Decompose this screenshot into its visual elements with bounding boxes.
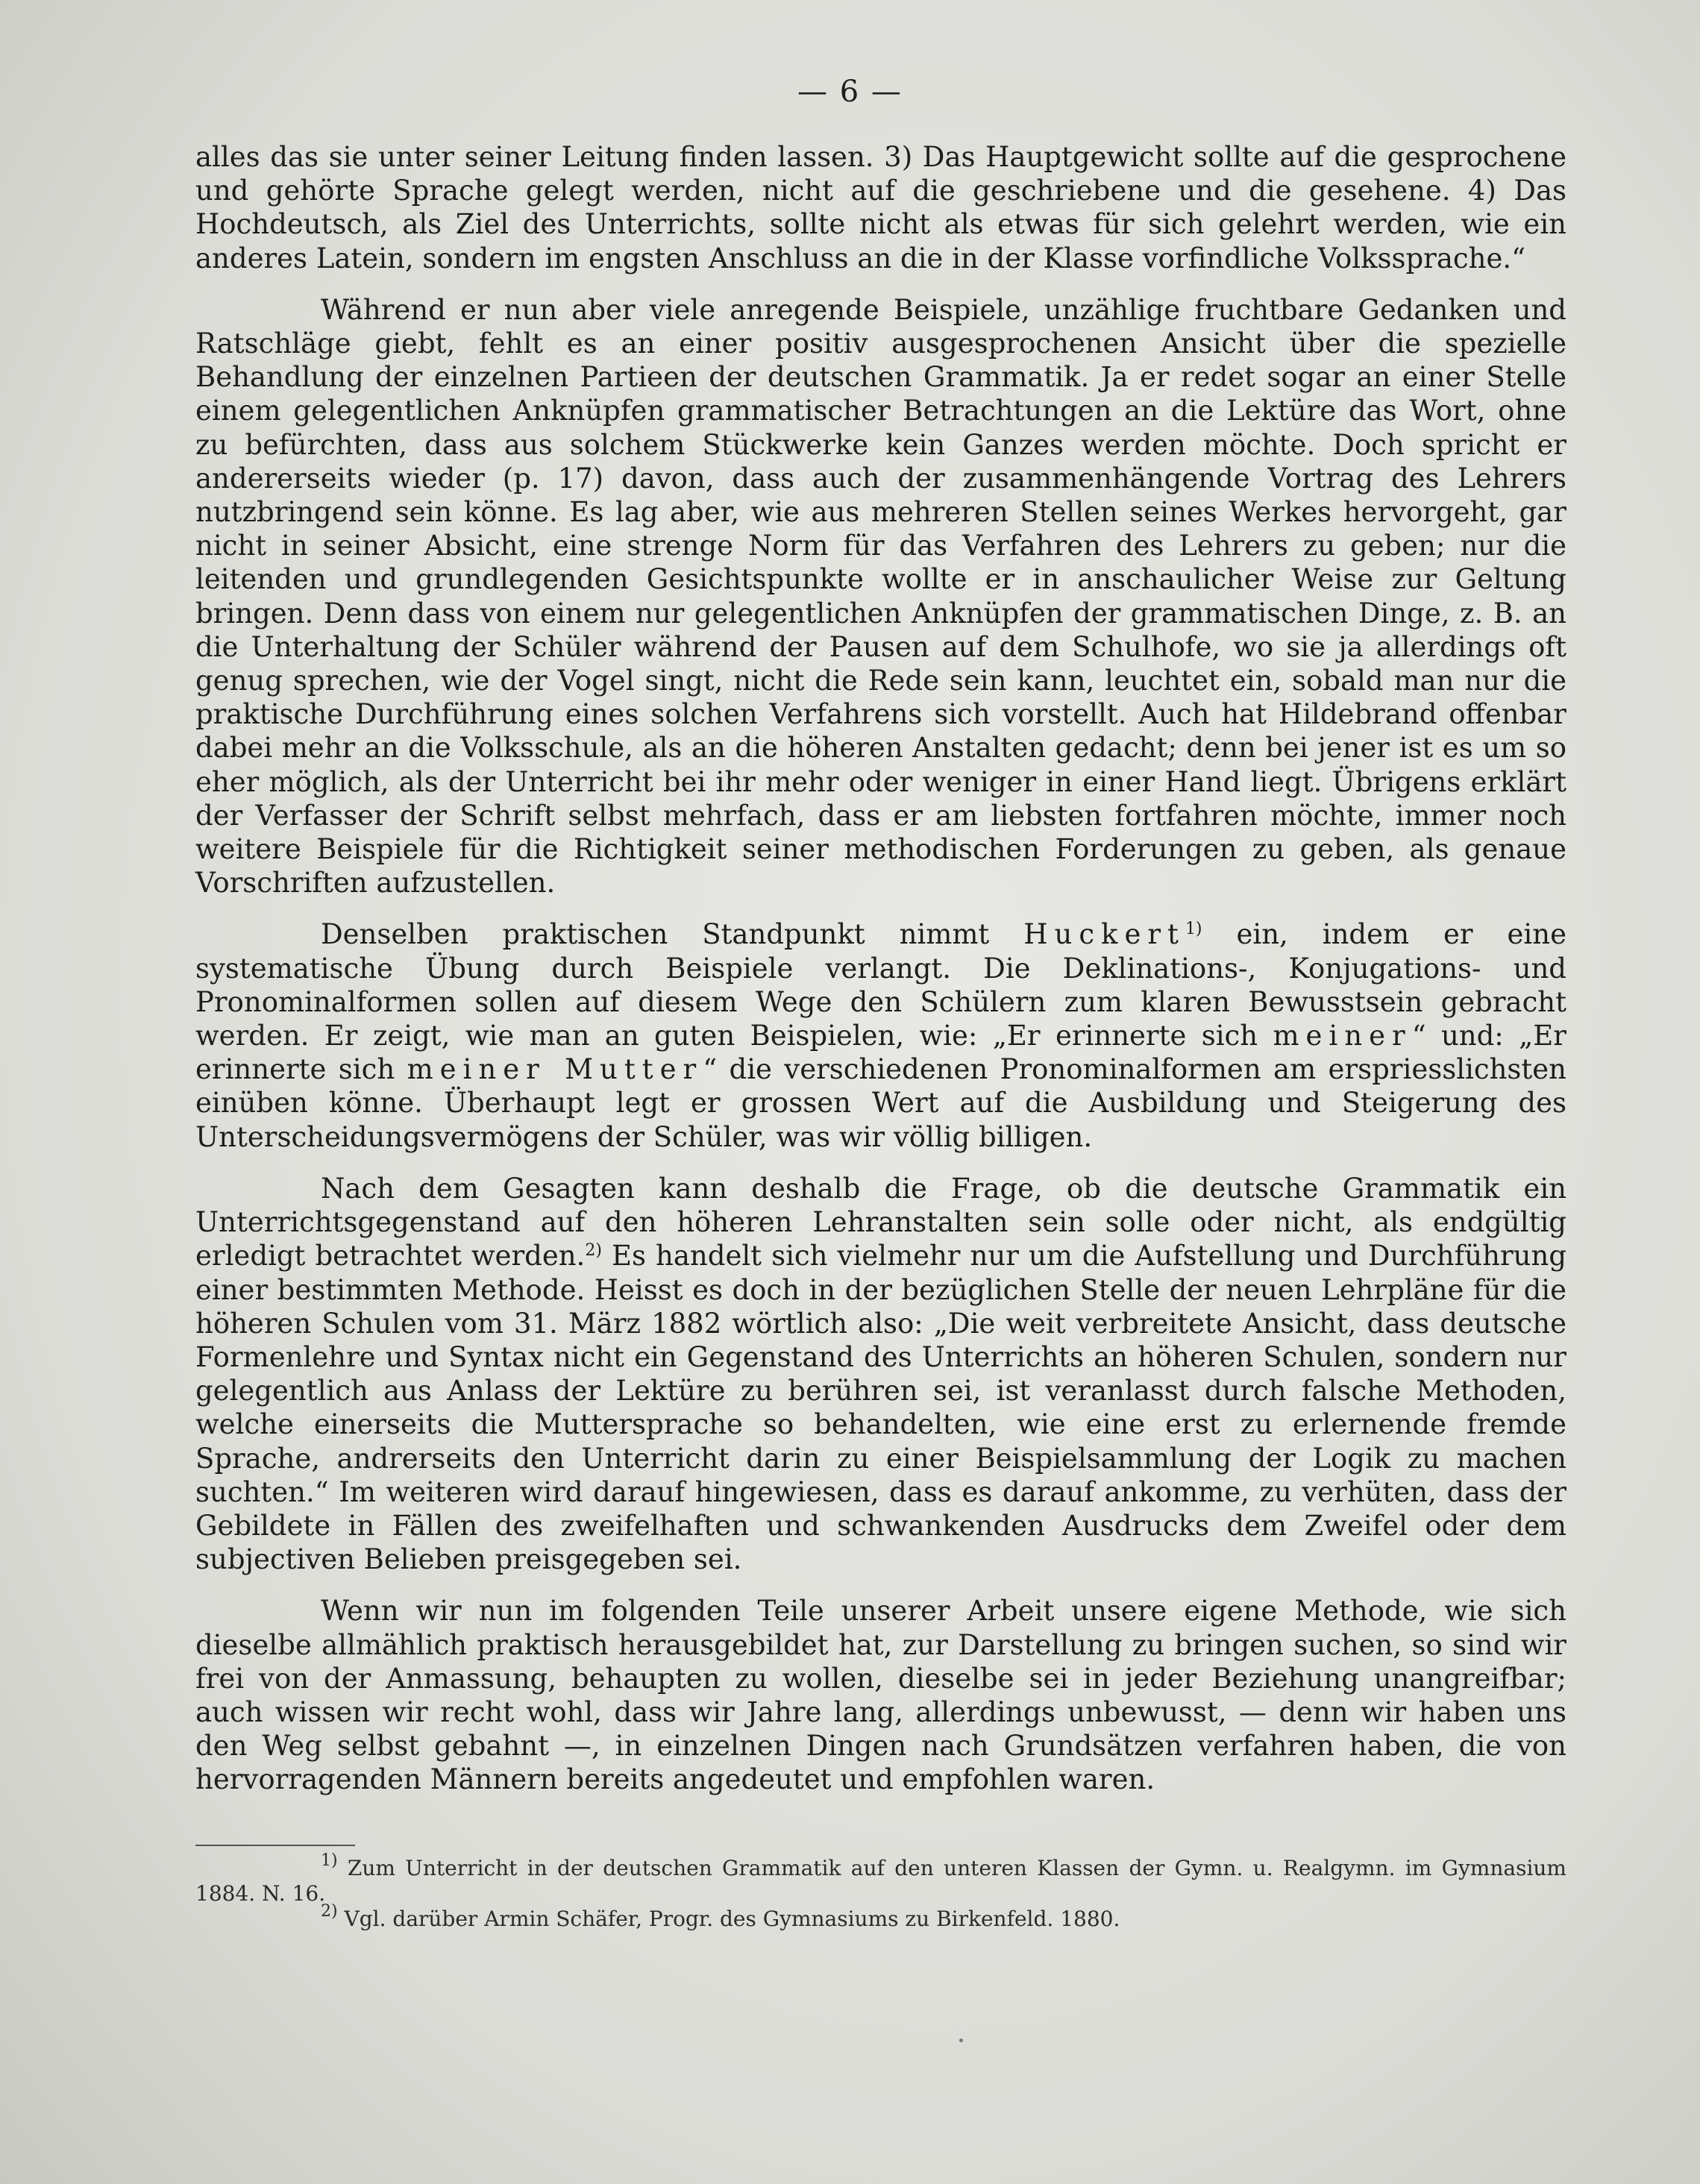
footnotes: [195, 1851, 1566, 1932]
paragraph-text: “ die verschiedenen Pronominalformen am erspriesslichsten einüben könne. Überhaupt legt er grossen Wert auf die Ausbildung und Steigerung des Unterscheidungsvermögens der Schüler, was wir völlig billigen.: [195, 1053, 1567, 1153]
body-text: [195, 140, 1566, 1797]
footnote-text: Vgl. darüber Armin Schäfer, Progr. des Gymnasiums zu Birkenfeld. 1880.: [337, 1907, 1120, 1931]
paragraph-text: Es handelt sich vielmehr nur um die Aufstellung und Durchführung einer bestimmten Methode. Heisst es doch in der bezüglichen Stelle der neuen Lehrpläne für die höheren Schulen vom 31. März 1882 wörtlich also: „Die weit verbreitete Ansicht, dass deutsche Formenlehre und Syntax nicht ein Gegenstand des Unterrichts an höheren Schulen, sondern nur gelegentlich aus Anlass der Lektüre zu berühren sei, ist veranlasst durch falsche Methoden, welche einerseits die Muttersprache so behandelten, wie eine erst zu erlernende fremde Sprache, andrerseits den Unterricht darin zu einer Beispielsammlung der Logik zu machen suchten.“ Im weiteren wird darauf hingewiesen, dass es darauf ankomme, zu verhüten, dass der Gebildete in Fällen des zweifelhaften und schwankenden Ausdrucks dem Zweifel oder dem subjectiven Belieben preisgegeben sei.: [195, 1240, 1566, 1576]
paragraph-text: ein, indem er eine systematische Übung durch Beispiele verlangt. Die Deklinations-, Konjugations- und Pronominalformen sollen auf diesem Wege den Schülern zum klaren Bewusstsein gebracht werden. Er zeigt, wie man an guten Beispielen, wie: „Er erinnerte sich: [195, 918, 1566, 1052]
paragraph-4: [195, 1172, 1566, 1576]
footnote-2: [195, 1902, 1566, 1932]
paragraph-1: [195, 140, 1566, 275]
paper-speck: [959, 2039, 963, 2042]
page-number: — 6 —: [797, 75, 903, 109]
paragraph-text: “ und: „Er erinnerte sich: [195, 1020, 1566, 1086]
author-name-huckert: Huckert: [1023, 918, 1185, 951]
paragraph-5: [195, 1594, 1566, 1796]
footnote-ref-1: 1): [1185, 920, 1202, 939]
footnote-divider: [195, 1845, 355, 1846]
footnote-1: [195, 1851, 1566, 1907]
emphasis-meiner-mutter: meiner Mutter: [407, 1053, 703, 1086]
footnote-text: Zum Unterricht in der deutschen Grammatik auf den unteren Klassen der Gymn. u. Realgymn. im Gymnasium 1884. N. 16.: [195, 1856, 1566, 1906]
footnote-marker: 2): [321, 1902, 338, 1921]
paragraph-text: Denselben praktischen Standpunkt nimmt: [321, 918, 1024, 951]
paragraph-3: [195, 917, 1566, 1153]
paragraph-text: Während er nun aber viele anregende Beispiele, unzählige fruchtbare Gedanken und Ratschläge giebt, fehlt es an einer positiv ausgesprochenen Ansicht über die spezielle Behandlung der einzelnen Partieen der deutschen Grammatik. Ja er redet sogar an einer Stelle einem gelegentlichen Anknüpfen grammatischer Betrachtungen an die Lektüre das Wort, ohne zu befürchten, dass aus solchem Stückwerke kein Ganzes werden möchte. Doch spricht er andererseits wieder (p. 17) davon, dass auch der zusammenhängende Vortrag des Lehrers nutzbringend sein könne. Es lag aber, wie aus mehreren Stellen seines Werkes hervorgeht, gar nicht in seiner Absicht, eine strenge Norm für das Verfahren des Lehrers zu geben; nur die leitenden und grundlegenden Gesichtspunkte wollte er in anschaulicher Weise zur Geltung bringen. Denn dass von einem nur gelegentlichen Anknüpfen der grammatischen Dinge, z. B. an die Unterhaltung der Schüler während der Pausen auf dem Schulhofe, wo sie ja allerdings oft genug sprechen, wie der Vogel singt, nicht die Rede sein kann, leuchtet ein, sobald man nur die praktische Durchführung eines solchen Verfahrens sich vorstellt. Auch hat Hildebrand offenbar dabei mehr an die Volksschule, als an die höheren Anstalten gedacht; denn bei jener ist es um so eher möglich, als der Unterricht bei ihr mehr oder weniger in einer Hand liegt. Übrigens erklärt der Verfasser der Schrift selbst mehrfach, dass er am liebsten fortfahren möchte, immer noch weitere Beispiele für die Richtigkeit seiner methodischen Forderungen zu geben, als genaue Vorschriften aufzustellen.: [195, 293, 1566, 900]
paragraph-text: Wenn wir nun im folgenden Teile unserer Arbeit unsere eigene Methode, wie sich dieselbe allmählich praktisch herausgebildet hat, zur Darstellung zu bringen suchen, so sind wir frei von der Anmassung, behaupten zu wollen, dieselbe sei in jeder Beziehung unangreifbar; auch wissen wir recht wohl, dass wir Jahre lang, allerdings unbewusst, — denn wir haben uns den Weg selbst gebahnt —, in einzelnen Dingen nach Grundsätzen verfahren haben, die von hervorragenden Männern bereits angedeutet und empfohlen waren.: [195, 1595, 1566, 1796]
footnote-ref-2: 2): [585, 1241, 602, 1261]
paragraph-2: [195, 293, 1566, 900]
paragraph-text: Nach dem Gesagten kann deshalb die Frage, ob die deutsche Grammatik ein Unterrichtsgegenstand auf den höheren Lehranstalten sein solle oder nicht, als endgültig erledigt betrachtet werden.: [195, 1172, 1566, 1273]
footnote-marker: 1): [321, 1851, 338, 1870]
emphasis-meiner: meiner: [1273, 1020, 1412, 1052]
paragraph-text: alles das sie unter seiner Leitung finden lassen. 3) Das Hauptgewicht sollte auf die gesprochene und gehörte Sprache gelegt werden, nicht auf die geschriebene und die gesehene. 4) Das Hochdeutsch, als Ziel des Unterrichts, sollte nicht als etwas für sich gelehrt werden, wie ein anderes Latein, sondern im engsten Anschluss an die in der Klasse vorfindliche Volkssprache.“: [195, 141, 1566, 274]
